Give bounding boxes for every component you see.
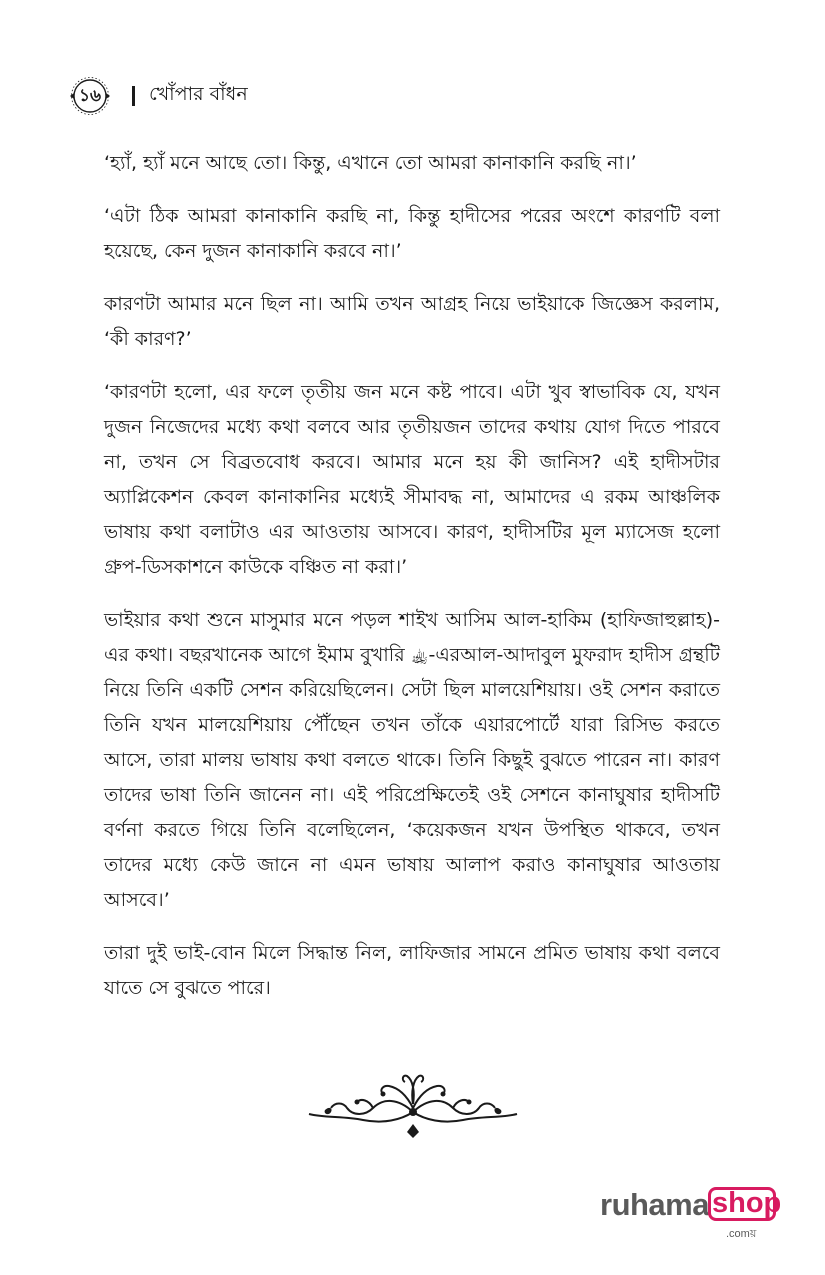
ornament-divider-icon	[303, 1068, 523, 1140]
paragraph: তারা দুই ভাই-বোন মিলে সিদ্ধান্ত নিল, লাফিজার সামনে প্রমিত ভাষায় কথা বলবে যাতে সে বুঝতে পারে।	[104, 942, 720, 999]
header-separator	[132, 86, 135, 106]
body-text	[104, 146, 720, 1024]
page-number: ১৬	[78, 86, 102, 106]
paragraph: ‘এটা ঠিক আমরা কানাকানি করছি না, কিন্তু হাদীসের পরের অংশে কারণটি বলা হয়েছে, কেন দুজন কানাকানি করবে না।’	[104, 205, 720, 262]
paragraph: ভাইয়ার কথা শুনে মাসুমার মনে পড়ল শাইখ আসিম আল-হাকিম (হাফিজাহুল্লাহ)-এর কথা। বছরখানেক আগে ইমাম বুখারি ﵀-এরআল-আদাবুল মুফরাদ হাদীস গ্রন্থটি নিয়ে তিনি একটি সেশন করিয়েছিলেন। সেটা ছিল মালয়েশিয়ায়। ওই সেশন করাতে তিনি যখন মালয়েশিয়ায় পৌঁছেন তখন তাঁকে এয়ারপোর্টে যারা রিসিভ করতে আসে, তারা মালয় ভাষায় কথা বলতে থাকে। তিনি কিছুই বুঝতে পারেন না। কারণ তাদের ভাষা তিনি জানেন না। এই পরিপ্রেক্ষিতেই ওই সেশনে কানাঘুষার হাদীসটি বর্ণনা করতে গিয়ে তিনি বলেছিলেন, ‘কয়েকজন যখন উপস্থিত থাকবে, তখন তাদের মধ্যে কেউ জানে না এমন ভাষায় আলাপ করাও কানাঘুষার আওতায় আসবে।’	[104, 609, 720, 911]
paragraph: কারণটা আমার মনে ছিল না। আমি তখন আগ্রহ নিয়ে ভাইয়াকে জিজ্ঞেস করলাম, ‘কী কারণ?’	[104, 293, 720, 350]
ruhamashop-logo	[600, 1183, 780, 1243]
logo-text-shop: shop	[712, 1187, 782, 1219]
page-number-badge	[68, 76, 112, 116]
paragraph: ‘কারণটা হলো, এর ফলে তৃতীয় জন মনে কষ্ট পাবে। এটা খুব স্বাভাবিক যে, যখন দুজন নিজেদের মধ্যে কথা বলবে আর তৃতীয়জন তাদের কথায় যোগ দিতে পারবে না, তখন সে বিব্রতবোধ করবে। আমার মনে হয় কী জানিস? এই হাদীসটার অ্যাপ্লিকেশন কেবল কানাকানির মধ্যেই সীমাবদ্ধ না, আমাদের এ রকম আঞ্চলিক ভাষায় কথা বলাটাও এর আওতায় আসবে। কারণ, হাদীসটির মূল ম্যাসেজ হলো গ্রুপ-ডিসকাশনে কাউকে বঞ্চিত না করা।’	[104, 381, 720, 578]
page-header	[68, 76, 248, 116]
book-title: খোঁপার বাঁধন	[149, 83, 248, 105]
paragraph: ‘হ্যাঁ, হ্যাঁ মনে আছে তো। কিন্তু, এখানে তো আমরা কানাকানি করছি না।’	[104, 152, 637, 174]
logo-text-dotcom: .comয়	[726, 1228, 757, 1240]
logo-text-ruhama: ruhama	[600, 1187, 709, 1222]
